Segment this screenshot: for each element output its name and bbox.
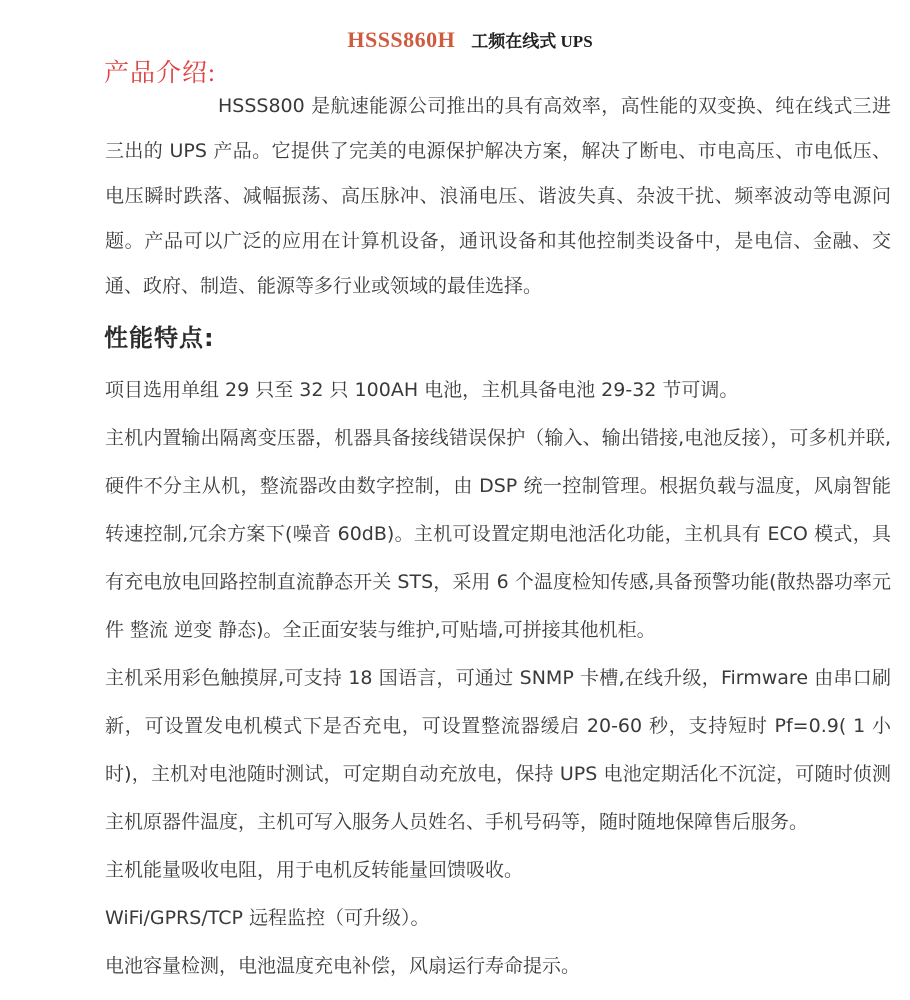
intro-paragraph: HSSS800 是航速能源公司推出的具有高效率，高性能的双变换、纯在线式三进三出的 UPS 产品。它提供了完美的电源保护解决方案，解决了断电、市电高压、市电低压、电压瞬时跌落、减幅振荡、高压脉冲、浪涌电压、谐波失真、杂波干扰、频率波动等电源问题。产品可以广泛的应用在计算机设备，通讯设备和其他控制类设备中，是电信、金融、交通、政府、制造、能源等多行业或领域的最佳选择。	[105, 95, 891, 297]
feature-item: 主机内置输出隔离变压器，机器具备接线错误保护（输入、输出错接,电池反接），可多机并联,硬件不分主从机，整流器改由数字控制，由 DSP 统一控制管理。根据负载与温度，风扇智能转速控制,冗余方案下(噪音 60dB)。主机可设置定期电池活化功能，主机具有 ECO 模式，具有充电放电回路控制直流静态开关 STS，采用 6 个温度检知传感,具备预警功能(散热器功率元件 整流 逆变 静态)。全正面安装与维护,可贴墙,可拼接其他机柜。	[105, 427, 891, 641]
feature-item: 项目选用单组 29 只至 32 只 100AH 电池，主机具备电池 29-32 节可调。	[105, 379, 739, 401]
feature-item: 电池容量检测，电池温度充电补偿，风扇运行寿命提示。	[105, 955, 581, 977]
feature-item: WiFi/GPRS/TCP 远程监控（可升级）。	[105, 907, 430, 929]
feature-item: 主机采用彩色触摸屏,可支持 18 国语言，可通过 SNMP 卡槽,在线升级，Firmware 由串口刷新，可设置发电机模式下是否充电，可设置整流器缓启 20-60 秒，支持短时 Pf=0.9( 1 小时)，主机对电池随时测试，可定期自动充放电，保持 UPS 电池定期活化不沉淀，可随时侦测主机原器件温度，主机可写入服务人员姓名、手机号码等，随时随地保障售后服务。	[105, 667, 891, 833]
intro-section-heading: 产品介绍:	[104, 60, 216, 87]
product-type-label: 工频在线式 UPS	[471, 32, 593, 51]
model-number: HSSS860H	[347, 27, 456, 52]
document-title	[0, 27, 910, 53]
features-section-heading: 性能特点:	[104, 324, 215, 352]
feature-item: 主机能量吸收电阻，用于电机反转能量回馈吸收。	[105, 859, 524, 881]
features-list	[105, 366, 891, 990]
